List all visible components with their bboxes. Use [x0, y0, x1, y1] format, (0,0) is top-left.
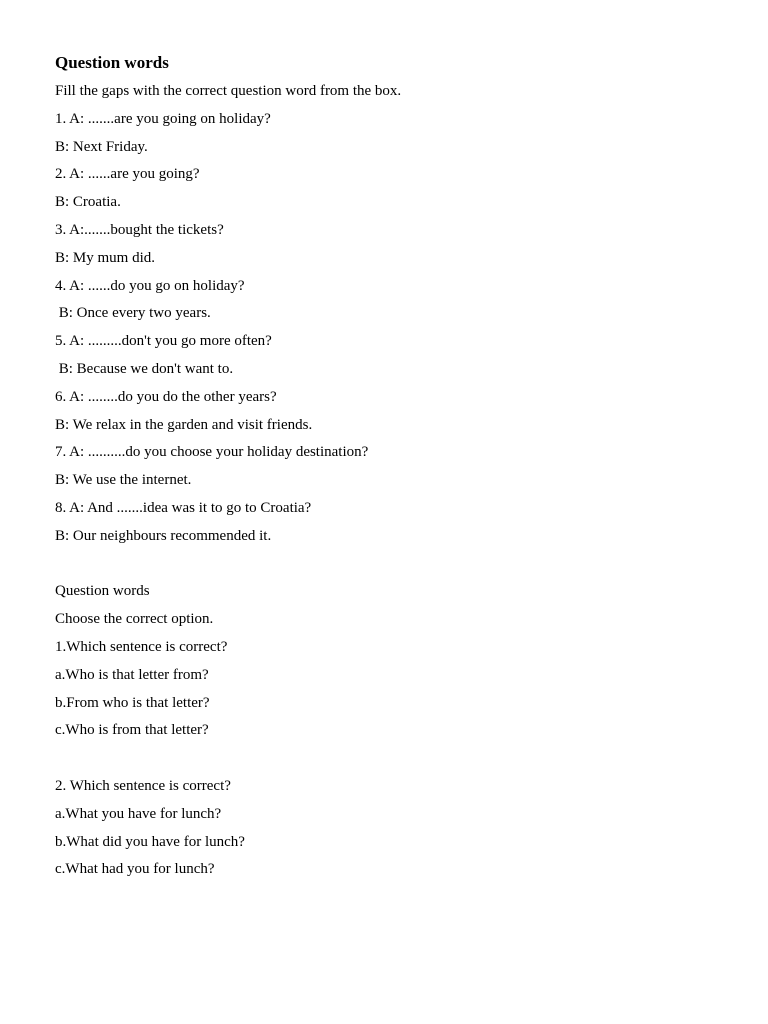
- exercise-line: 2. A: ......are you going?: [55, 166, 200, 183]
- exercise-line: 3. A:.......bought the tickets?: [55, 221, 224, 238]
- exercise-line: 6. A: ........do you do the other years?: [55, 388, 277, 405]
- section1-title: Question words: [55, 53, 169, 72]
- question-2-option-b: b.What did you have for lunch?: [55, 833, 245, 850]
- exercise-line: 5. A: .........don't you go more often?: [55, 333, 272, 350]
- question-1-option-a: a.Who is that letter from?: [55, 666, 209, 683]
- question-2-prompt: 2. Which sentence is correct?: [55, 777, 231, 794]
- exercise-line: B: Next Friday.: [55, 138, 148, 155]
- exercise-line: 8. A: And .......idea was it to go to Croatia?: [55, 499, 312, 516]
- exercise-line: B: Once every two years.: [55, 305, 211, 322]
- question-1-prompt: 1.Which sentence is correct?: [55, 638, 228, 655]
- exercise-line: 7. A: ..........do you choose your holiday destination?: [55, 444, 369, 461]
- exercise-line: 4. A: ......do you go on holiday?: [55, 277, 245, 294]
- section2-instruction: Choose the correct option.: [55, 611, 214, 628]
- exercise-line: B: We use the internet.: [55, 472, 192, 489]
- section2-title: Question words: [55, 583, 150, 600]
- exercise-line: B: Because we don't want to.: [55, 360, 234, 377]
- section-spacer: [55, 551, 735, 579]
- section1-instruction: Fill the gaps with the correct question word from the box.: [55, 83, 402, 99]
- question-2-option-c: c.What had you for lunch?: [55, 861, 215, 878]
- exercise-line: B: Croatia.: [55, 194, 121, 211]
- exercise-line: B: My mum did.: [55, 249, 156, 266]
- exercise-line: B: Our neighbours recommended it.: [55, 527, 272, 544]
- question-2-option-a: a.What you have for lunch?: [55, 805, 222, 822]
- worksheet-page: [55, 52, 735, 884]
- question-1-option-c: c.Who is from that letter?: [55, 722, 209, 739]
- exercise-line: 1. A: .......are you going on holiday?: [55, 110, 271, 127]
- exercise-line: B: We relax in the garden and visit friends.: [55, 416, 313, 433]
- question-spacer: [55, 745, 735, 773]
- question-1-option-b: b.From who is that letter?: [55, 694, 210, 711]
